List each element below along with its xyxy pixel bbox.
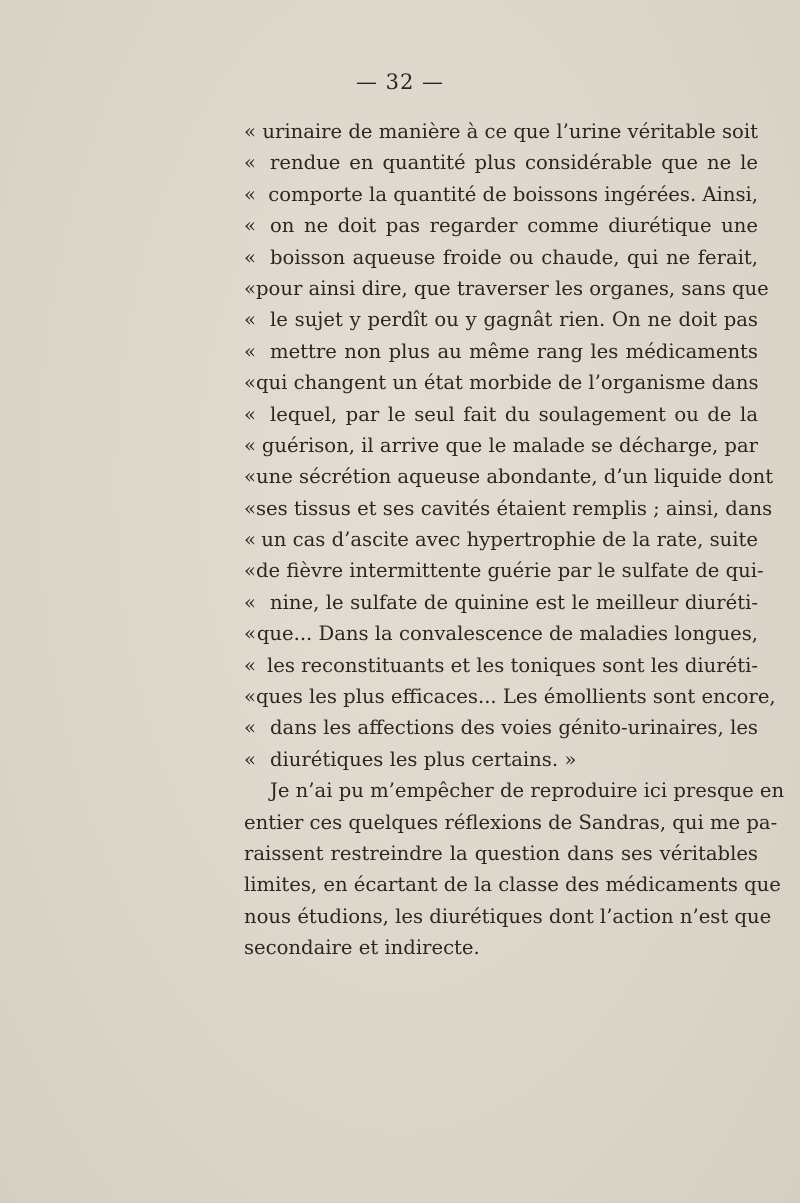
quote-mark: « [244, 465, 256, 489]
quoted-line: « le sujet y perdît ou y gagnât rien. On ne doit pas [244, 304, 758, 335]
page-number: — 32 — [355, 70, 445, 94]
quote-mark: « [244, 214, 256, 238]
quoted-line: « lequel, par le seul fait du soulagement ou de la [244, 399, 758, 430]
quote-mark: « [244, 653, 256, 677]
quote-mark: « [244, 402, 256, 426]
quoted-line: « que... Dans la convalescence de maladies longues, [244, 618, 758, 649]
quoted-line: « boisson aqueuse froide ou chaude, qui ne ferait, [244, 242, 758, 273]
paragraph-line: Je n’ai pu m’empêcher de reproduire ici presque en [270, 779, 785, 803]
paragraph [244, 775, 785, 963]
quoted-line: « guérison, il arrive que le malade se décharge, par [244, 430, 758, 461]
quote-mark: « [244, 276, 256, 300]
quote-mark: « [244, 716, 256, 740]
paragraph-line: nous étudions, les diurétiques dont l’action n’est que [244, 904, 772, 928]
quote-mark: « [244, 433, 256, 457]
quote-mark: « [244, 308, 256, 332]
quoted-line: « un cas d’ascite avec hypertrophie de la rate, suite [244, 524, 758, 555]
paragraph-line: entier ces quelques réflexions de Sandras, qui me pa- [244, 810, 778, 834]
quoted-line: « mettre non plus au même rang les médicaments [244, 336, 758, 367]
quoted-line: « pour ainsi dire, que traverser les organes, sans que [244, 273, 758, 304]
paragraph-line: limites, en écartant de la classe des médicaments que [244, 873, 781, 897]
quote-mark: « [244, 685, 256, 709]
quote-mark: « [244, 339, 256, 363]
page-body [244, 116, 785, 964]
quote-mark: « [244, 120, 256, 143]
quote-mark: « [244, 559, 256, 583]
quote-mark: « [244, 747, 256, 771]
quote-mark: « [244, 182, 256, 206]
paragraph-line: secondaire et indirecte. [244, 936, 480, 960]
quote-mark: « [244, 496, 256, 520]
quote-mark: « [244, 371, 256, 395]
quote-mark: « [244, 622, 256, 646]
quote-mark: « [244, 528, 256, 552]
quoted-line: « on ne doit pas regarder comme diurétique une [244, 210, 758, 241]
quote-mark: « [244, 590, 256, 614]
quote-mark: « [244, 245, 256, 269]
quoted-line: « ses tissus et ses cavités étaient remplis ; ainsi, dans [244, 493, 758, 524]
quoted-line: « dans les affections des voies génito-urinaires, les [244, 712, 758, 743]
quoted-line: « ques les plus efficaces... Les émollients sont encore, [244, 681, 758, 712]
quoted-line: « une sécrétion aqueuse abondante, d’un liquide dont [244, 461, 758, 492]
quoted-line: « les reconstituants et les toniques sont les diuréti- [244, 650, 758, 681]
quoted-line: « urinaire de manière à ce que l’urine véritable soit [244, 116, 758, 147]
quoted-line: « rendue en quantité plus considérable que ne le [244, 147, 758, 178]
quoted-line: « comporte la quantité de boissons ingérées. Ainsi, [244, 179, 758, 210]
quoted-line: « nine, le sulfate de quinine est le meilleur diuréti- [244, 587, 758, 618]
quoted-line: « de fièvre intermittente guérie par le sulfate de qui- [244, 555, 758, 586]
quoted-line: « diurétiques les plus certains. » [244, 744, 758, 775]
paragraph-line: raissent restreindre la question dans ses véritables [244, 841, 758, 865]
quote-mark: « [244, 151, 256, 175]
quotation-block [244, 116, 776, 775]
quoted-line: « qui changent un état morbide de l’organisme dans [244, 367, 758, 398]
